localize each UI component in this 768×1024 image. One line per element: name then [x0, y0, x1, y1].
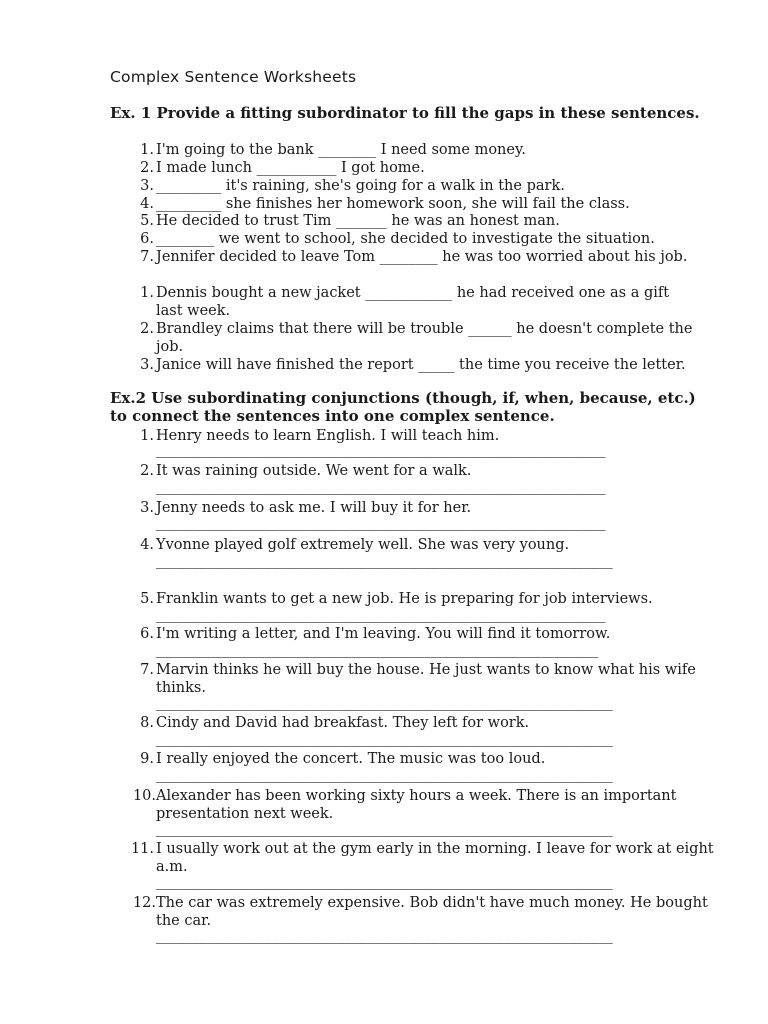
gap-sentence: I'm going to the bank ________ I need some money. [156, 142, 526, 158]
sentence-pair: It was raining outside. We went for a walk. [156, 463, 472, 479]
answer-line: _______________________________________________________________ [156, 874, 613, 890]
sentence-pair: Marvin thinks he will buy the house. He just wants to know what his wife thinks. [156, 662, 696, 696]
sentence-pair: Henry needs to learn English. I will teach him. [156, 428, 500, 444]
sentence-pair: Alexander has been working sixty hours a week. There is an important presentation next week. [156, 788, 677, 822]
gap-sentence: Brandley claims that there will be trouble ______ he doesn't complete the job. [156, 321, 693, 355]
exercise-2-heading: Ex.2 Use subordinating conjunctions (though, if, when, because, etc.) to connect the sentences into one complex sentence. [110, 389, 696, 425]
item-number: 12. [132, 895, 156, 911]
item-number: 5. [140, 591, 154, 607]
item-number: 1. [140, 428, 154, 444]
answer-line: ______________________________________________________________ [156, 442, 606, 458]
page-title: Complex Sentence Worksheets [110, 68, 357, 86]
item-number: 6. [140, 626, 154, 642]
answer-line: _____________________________________________________________ [156, 642, 599, 658]
item-number: 5. [140, 213, 154, 229]
sentence-pair: I usually work out at the gym early in the morning. I leave for work at eight a.m. [156, 841, 714, 875]
item-number: 2. [140, 321, 154, 337]
gap-sentence: Janice will have finished the report _____ the time you receive the letter. [156, 357, 686, 373]
sentence-pair: Cindy and David had breakfast. They left for work. [156, 715, 530, 731]
item-number: 4. [140, 196, 154, 212]
gap-sentence: I made lunch ___________ I got home. [156, 160, 425, 176]
gap-sentence: _________ she finishes her homework soon, she will fail the class. [156, 196, 630, 212]
gap-sentence: _________ it's raining, she's going for a walk in the park. [156, 178, 565, 194]
item-number: 1. [140, 142, 154, 158]
item-number: 8. [140, 715, 154, 731]
sentence-pair: I'm writing a letter, and I'm leaving. You will find it tomorrow. [156, 626, 611, 642]
item-number: 10. [132, 788, 156, 804]
item-number: 3. [140, 178, 154, 194]
gap-sentence: ________ we went to school, she decided to investigate the situation. [156, 231, 655, 247]
gap-sentence: Jennifer decided to leave Tom ________ he was too worried about his job. [156, 249, 688, 265]
gap-sentence: Dennis bought a new jacket ____________ he had received one as a gift last week. [156, 285, 670, 319]
sentence-pair: Jenny needs to ask me. I will buy it for her. [156, 500, 472, 516]
item-number: 11. [130, 841, 154, 857]
item-number: 6. [140, 231, 154, 247]
sentence-pair: The car was extremely expensive. Bob didn't have much money. He bought the car. [156, 895, 708, 929]
item-number: 4. [140, 537, 154, 553]
item-number: 7. [140, 662, 154, 678]
gap-sentence: He decided to trust Tim _______ he was an honest man. [156, 213, 560, 229]
item-number: 2. [140, 160, 154, 176]
answer-line: _______________________________________________________________ [156, 731, 613, 747]
answer-line: _______________________________________________________________ [156, 695, 613, 711]
answer-line: _______________________________________________________________ [156, 821, 613, 837]
sentence-pair: Franklin wants to get a new job. He is preparing for job interviews. [156, 591, 653, 607]
item-number: 3. [140, 500, 154, 516]
sentence-pair: I really enjoyed the concert. The music was too loud. [156, 751, 546, 767]
answer-line: _______________________________________________________________ [156, 553, 613, 569]
item-number: 1. [140, 285, 154, 301]
item-number: 3. [140, 357, 154, 373]
exercise-1-heading: Ex. 1 Provide a fitting subordinator to fill the gaps in these sentences. [110, 104, 700, 122]
answer-line: ______________________________________________________________ [156, 515, 606, 531]
answer-line: _______________________________________________________________ [156, 928, 613, 944]
item-number: 2. [140, 463, 154, 479]
item-number: 7. [140, 249, 154, 265]
answer-line: ______________________________________________________________ [156, 479, 606, 495]
item-number: 9. [140, 751, 154, 767]
answer-line: ______________________________________________________________ [156, 607, 606, 623]
answer-line: _______________________________________________________________ [156, 767, 613, 783]
sentence-pair: Yvonne played golf extremely well. She was very young. [156, 537, 570, 553]
